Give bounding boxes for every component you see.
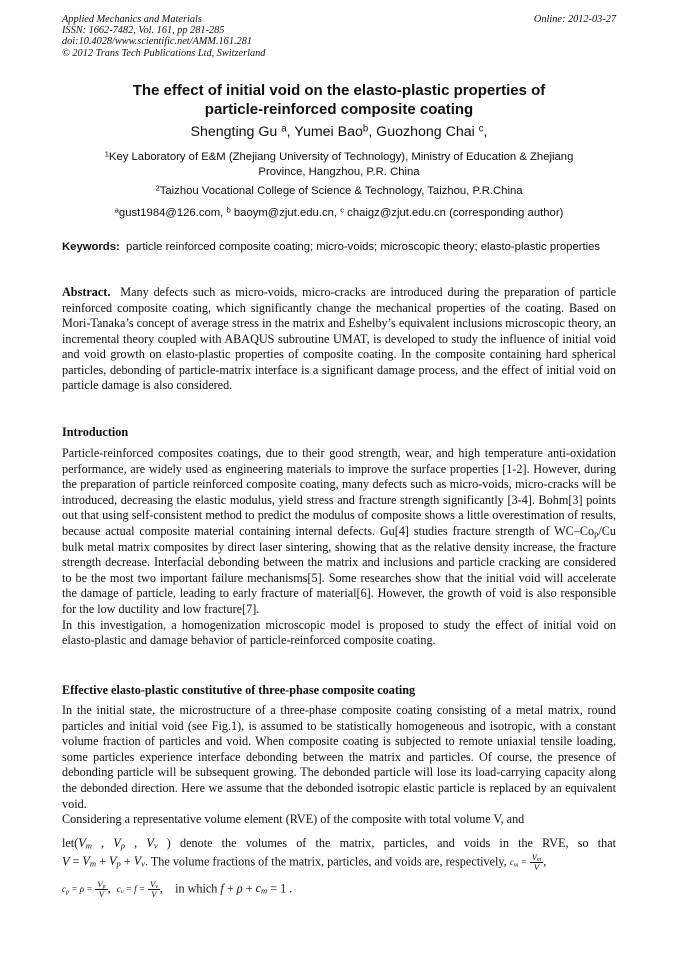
abstract-label: Abstract. <box>62 285 111 299</box>
section-paragraph-2: Considering a representative volume element (RVE) of the composite with total volume V, and <box>62 812 525 827</box>
volume-fraction-cm: $c_m$ = <box>509 857 527 869</box>
affiliation-text: Taizhou Vocational College of Science & Technology, Taizhou, P.R.China <box>159 185 523 197</box>
affiliation-marker: 1 <box>104 149 109 159</box>
intro-text: Particle-reinforced composites coatings, due to their good strength, wear, and high temperature anti-oxidation performance, are widely used as engineering materials to improve the surface properties [1-2]. However, during the preparation of particle reinforced composite coating, many defects such as micro-voids, micro-cracks will be introduced, decreasing the elastic modulus, yield stress and fracture strength significantly [3-4]. Bohm[3] points out that using self-consistent method to predict the modulus of composite shows a little overestimation of results, because actual composite material containing internal defects. Gu[4] studies fracture strength of WC–Co <box>62 446 616 538</box>
author-marker: c <box>478 123 484 135</box>
affiliation-2 <box>62 184 616 199</box>
section-body <box>62 703 616 828</box>
fraction: $\frac{V_p}{V}$ <box>97 879 106 899</box>
affiliation-1 <box>62 150 616 180</box>
title-line-1: The effect of initial void on the elasto-plastic properties of <box>132 82 546 99</box>
email-b[interactable]: baoym@zjut.edu.cn, <box>230 207 341 219</box>
equation-line-3: $c_p = \rho$ = $\frac{V_p}{V}$ , $c_v = f$ = $\frac{V_v}{V}$ , in which $f + \rho + c_m = 1$ . <box>62 879 293 899</box>
intro-paragraph-2: In this investigation, a homogenization microscopic model is proposed to study the effect of initial void on elasto-plastic and damage behavior of particle-reinforced composite coating. <box>62 617 616 648</box>
author-name: Yumei Bao <box>294 124 363 140</box>
subscript: p <box>594 528 599 539</box>
affiliation-marker: 2 <box>155 183 160 193</box>
intro-body <box>62 446 616 649</box>
equation-line-2: $V = V_m + V_p + V_v$. The volume fractions of the matrix, particles, and voids are, respectively, $c_m$ = $\frac{V_m}{V}$ , <box>62 852 547 872</box>
keywords-text: particle reinforced composite coating; micro-voids; microscopic theory; elasto-plastic properties <box>126 241 601 253</box>
abstract <box>62 285 616 394</box>
fraction: $\frac{V_m}{V}$ <box>531 852 542 872</box>
intro-text: /Cu bulk metal matrix composites by direct laser sintering, showing that as the relative density increase, the fracture strength decrease. Interfacial debonding between the matrix and inclusions and particle cracking are considered to be the most two important failure mechanisms[5]. Some researches show that the initial void will accelerate the damage of particle, leading to early fracture of material[6]. However, the growth of void is also responsible for the low ductility and low fracture[7]. <box>62 523 616 616</box>
author-marker: a <box>281 123 287 135</box>
affiliation-text: Province, Hangzhou, P.R. China <box>258 166 420 178</box>
email-line <box>62 206 616 221</box>
title-line-2: particle-reinforced composite coating <box>204 101 474 118</box>
author-name: Shengting Gu <box>190 124 278 140</box>
copyright-line: © 2012 Trans Tech Publications Ltd, Switzerland <box>62 47 266 59</box>
volume-fraction-cv: $c_v = f$ = <box>116 884 145 896</box>
inline-text: in which <box>175 881 218 896</box>
email-a[interactable]: gust1984@126.com, <box>118 207 227 219</box>
author-list: Shengting Gu $^a$, Yumei Bao$^b$, Guozhong Chai $^c$, <box>190 123 488 140</box>
intro-paragraph-1 <box>62 446 616 618</box>
inline-text: . The volume fractions of the matrix, particles, and voids are, respectively, <box>144 854 507 869</box>
section-paragraph-1: In the initial state, the microstructure of a three-phase composite coating consisting of a metal matrix, round particles and initial void (see Fig.1), is assumed to be statistically homogeneous and isotropic, with a constant volume fraction of particles and void. When composite coating is subjected to remote uniaxial tensile loading, some particles experience interface debonding between the matrix and particles. Of course, the presence of debonding particle will be subsequent growing. The debonded particle will lose its load-carrying capacity along the debonded direction. Here we assume that the debonded isotropic elastic particle is replaced by an equivalent void. <box>62 703 616 811</box>
email-c[interactable]: chaigz@zjut.edu.cn (corresponding author) <box>344 207 564 219</box>
inline-text: ) denote the volumes of the matrix, particles, and voids in the RVE, so that <box>166 836 617 850</box>
inline-text: let( <box>62 836 79 850</box>
paper-title <box>62 81 616 119</box>
section-heading: Effective elasto-plastic constitutive of three-phase composite coating <box>62 683 416 697</box>
journal-header <box>62 14 265 59</box>
author-name: Guozhong Chai <box>376 124 475 140</box>
equation-line-1: $let(V_m$ , $V_p$ , $V_v$ ) denote the volumes of the matrix, particles, and voids in the RVE, so that <box>62 836 617 851</box>
keywords-label: Keywords: <box>62 241 120 253</box>
affiliation-text: Key Laboratory of E&M (Zhejiang University of Technology), Ministry of Education & Zhejiang <box>108 151 574 163</box>
journal-name: Applied Mechanics and Materials <box>62 14 202 25</box>
volume-fraction-cp: $c_p = \rho$ = <box>62 884 93 896</box>
abstract-text: Many defects such as micro-voids, micro-cracks are introduced during the preparation of particle reinforced composite coating, which significantly change the mechanical properties of the coating. Based on Mori-Tanaka’s concept of average stress in the matrix and Eshelby’s equivalent inclusions microscopic theory, an incremental theory coupled with ABAQUS subroutine UMAT, is developed to study the influence of initial void and void growth on elasto-plastic properties of composite coating. In the composite containing hard spherical particles, debonding of particle-matrix interface is a significant damage process, and the effect of initial void on particle damage is also considered. <box>62 285 616 392</box>
email-marker: b <box>226 205 231 215</box>
keywords <box>62 240 616 255</box>
fraction: $\frac{V_v}{V}$ <box>149 879 158 899</box>
author-marker: b <box>362 123 369 135</box>
doi-line[interactable]: doi:10.4028/www.scientific.net/AMM.161.281 <box>62 36 252 48</box>
email-marker: a <box>114 205 119 215</box>
email-marker: c <box>340 205 345 215</box>
online-date: Online: 2012-03-27 <box>533 14 616 25</box>
intro-heading: Introduction <box>62 425 129 439</box>
issn-line: ISSN: 1662-7482, Vol. 161, pp 281-285 <box>62 25 225 37</box>
